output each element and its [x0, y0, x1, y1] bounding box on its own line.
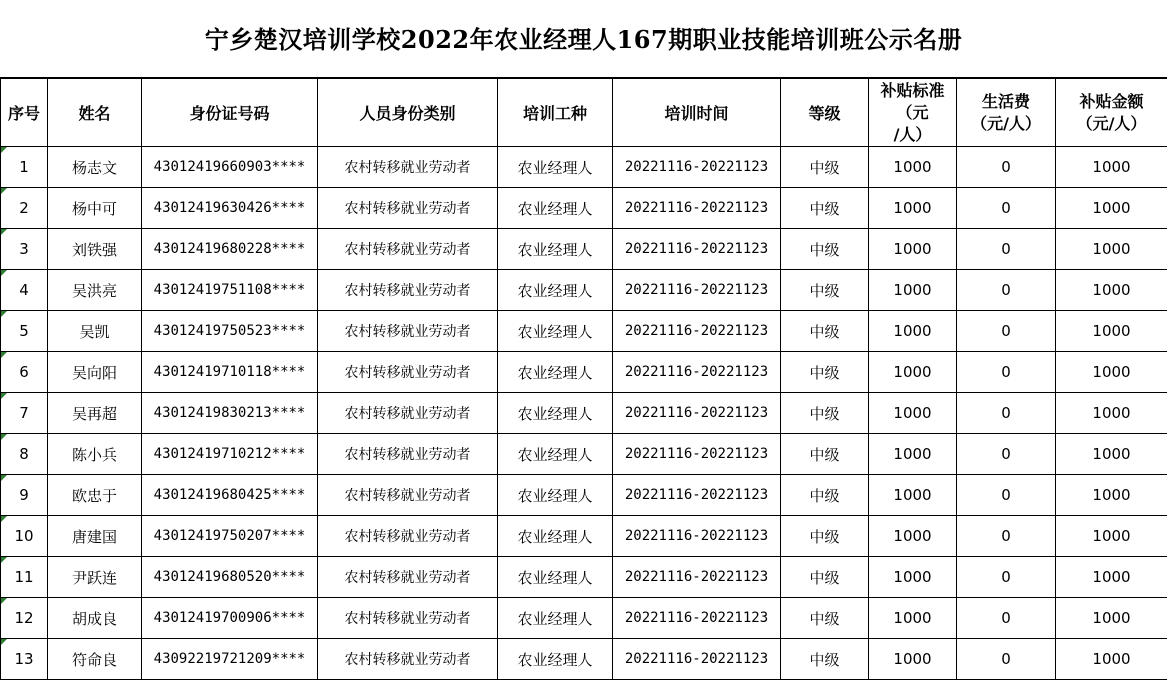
cell-trade[interactable]: 农业经理人	[498, 516, 613, 557]
cell-category[interactable]: 农村转移就业劳动者	[318, 475, 498, 516]
cell-name[interactable]: 胡成良	[48, 598, 142, 639]
cell-category[interactable]: 农村转移就业劳动者	[318, 188, 498, 229]
cell-subsidy-amount[interactable]: 1000	[1056, 475, 1167, 516]
cell-subsidy-standard[interactable]: 1000	[869, 229, 957, 270]
cell-living-expense[interactable]: 0	[957, 229, 1056, 270]
cell-subsidy-amount[interactable]: 1000	[1056, 270, 1167, 311]
cell-living-expense[interactable]: 0	[957, 393, 1056, 434]
cell-subsidy-standard[interactable]: 1000	[869, 352, 957, 393]
cell-trade[interactable]: 农业经理人	[498, 598, 613, 639]
header-living-expense-line1: 生活费	[957, 91, 1055, 113]
cell-marker-icon	[1, 516, 7, 522]
cell-level[interactable]: 中级	[781, 188, 869, 229]
cell-subsidy-standard[interactable]: 1000	[869, 475, 957, 516]
roster-table	[0, 78, 1167, 680]
cell-subsidy-standard[interactable]: 1000	[869, 516, 957, 557]
table-row	[1, 352, 1167, 393]
cell-level[interactable]: 中级	[781, 393, 869, 434]
cell-category[interactable]: 农村转移就业劳动者	[318, 598, 498, 639]
cell-seq[interactable]	[1, 557, 48, 598]
cell-name[interactable]: 唐建国	[48, 516, 142, 557]
cell-seq[interactable]	[1, 516, 48, 557]
table-row	[1, 311, 1167, 352]
cell-id[interactable]: 43012419751108****	[142, 270, 318, 311]
cell-seq[interactable]	[1, 393, 48, 434]
header-living-expense[interactable]	[957, 79, 1056, 147]
cell-category[interactable]: 农村转移就业劳动者	[318, 311, 498, 352]
cell-name[interactable]: 吴洪亮	[48, 270, 142, 311]
cell-period[interactable]: 20221116-20221123	[613, 598, 781, 639]
header-name[interactable]: 姓名	[48, 79, 142, 147]
cell-level[interactable]: 中级	[781, 311, 869, 352]
document-title: 宁乡楚汉培训学校2022年农业经理人167期职业技能培训班公示名册	[0, 0, 1167, 78]
cell-subsidy-standard[interactable]: 1000	[869, 393, 957, 434]
table-row	[1, 434, 1167, 475]
cell-subsidy-amount[interactable]: 1000	[1056, 639, 1167, 680]
cell-category[interactable]: 农村转移就业劳动者	[318, 270, 498, 311]
cell-category[interactable]: 农村转移就业劳动者	[318, 352, 498, 393]
table-row	[1, 516, 1167, 557]
header-row	[1, 79, 1167, 147]
cell-name[interactable]: 刘铁强	[48, 229, 142, 270]
cell-period[interactable]: 20221116-20221123	[613, 639, 781, 680]
cell-subsidy-amount[interactable]: 1000	[1056, 434, 1167, 475]
header-subsidy-standard-line3: /人）	[869, 124, 956, 146]
cell-seq-text: 7	[19, 404, 29, 422]
cell-subsidy-amount[interactable]: 1000	[1056, 598, 1167, 639]
cell-subsidy-standard[interactable]: 1000	[869, 147, 957, 188]
cell-seq-text: 13	[14, 650, 33, 668]
cell-level[interactable]: 中级	[781, 475, 869, 516]
cell-living-expense[interactable]: 0	[957, 516, 1056, 557]
cell-trade[interactable]: 农业经理人	[498, 311, 613, 352]
cell-category[interactable]: 农村转移就业劳动者	[318, 516, 498, 557]
cell-living-expense[interactable]: 0	[957, 188, 1056, 229]
cell-subsidy-standard[interactable]: 1000	[869, 434, 957, 475]
cell-level[interactable]: 中级	[781, 229, 869, 270]
cell-trade[interactable]: 农业经理人	[498, 434, 613, 475]
header-level[interactable]: 等级	[781, 79, 869, 147]
cell-name[interactable]: 符命良	[48, 639, 142, 680]
cell-marker-icon	[1, 270, 7, 276]
cell-trade[interactable]: 农业经理人	[498, 188, 613, 229]
cell-category[interactable]: 农村转移就业劳动者	[318, 147, 498, 188]
cell-subsidy-amount[interactable]: 1000	[1056, 352, 1167, 393]
cell-level[interactable]: 中级	[781, 434, 869, 475]
cell-period[interactable]: 20221116-20221123	[613, 147, 781, 188]
cell-living-expense[interactable]: 0	[957, 147, 1056, 188]
cell-living-expense[interactable]: 0	[957, 639, 1056, 680]
header-seq[interactable]: 序号	[1, 79, 48, 147]
cell-name[interactable]: 杨志文	[48, 147, 142, 188]
cell-subsidy-amount[interactable]: 1000	[1056, 557, 1167, 598]
cell-seq-text: 3	[19, 240, 29, 258]
cell-level[interactable]: 中级	[781, 639, 869, 680]
cell-subsidy-amount[interactable]: 1000	[1056, 229, 1167, 270]
cell-marker-icon	[1, 393, 7, 399]
cell-period[interactable]: 20221116-20221123	[613, 557, 781, 598]
cell-trade[interactable]: 农业经理人	[498, 475, 613, 516]
table-row	[1, 229, 1167, 270]
cell-marker-icon	[1, 311, 7, 317]
cell-seq[interactable]	[1, 229, 48, 270]
cell-seq-text: 5	[19, 322, 29, 340]
cell-seq-text: 2	[19, 199, 29, 217]
cell-trade[interactable]: 农业经理人	[498, 557, 613, 598]
table-row	[1, 188, 1167, 229]
cell-id[interactable]: 43012419680228****	[142, 229, 318, 270]
cell-marker-icon	[1, 639, 7, 645]
cell-trade[interactable]: 农业经理人	[498, 393, 613, 434]
header-period[interactable]: 培训时间	[613, 79, 781, 147]
cell-living-expense[interactable]: 0	[957, 475, 1056, 516]
header-category[interactable]: 人员身份类别	[318, 79, 498, 147]
cell-subsidy-amount[interactable]: 1000	[1056, 516, 1167, 557]
cell-name[interactable]: 杨中可	[48, 188, 142, 229]
cell-category[interactable]: 农村转移就业劳动者	[318, 229, 498, 270]
cell-trade[interactable]: 农业经理人	[498, 352, 613, 393]
cell-seq[interactable]	[1, 434, 48, 475]
cell-subsidy-standard[interactable]: 1000	[869, 598, 957, 639]
table-row	[1, 147, 1167, 188]
cell-trade[interactable]: 农业经理人	[498, 147, 613, 188]
cell-living-expense[interactable]: 0	[957, 434, 1056, 475]
cell-marker-icon	[1, 434, 7, 440]
cell-subsidy-standard[interactable]: 1000	[869, 270, 957, 311]
cell-name[interactable]: 吴凯	[48, 311, 142, 352]
cell-living-expense[interactable]: 0	[957, 598, 1056, 639]
cell-subsidy-amount[interactable]: 1000	[1056, 147, 1167, 188]
cell-marker-icon	[1, 352, 7, 358]
cell-subsidy-amount[interactable]: 1000	[1056, 311, 1167, 352]
table-row	[1, 598, 1167, 639]
cell-seq[interactable]	[1, 147, 48, 188]
table-row	[1, 393, 1167, 434]
cell-category[interactable]: 农村转移就业劳动者	[318, 393, 498, 434]
cell-period[interactable]: 20221116-20221123	[613, 311, 781, 352]
cell-seq-text: 9	[19, 486, 29, 504]
cell-subsidy-standard[interactable]: 1000	[869, 311, 957, 352]
cell-living-expense[interactable]: 0	[957, 557, 1056, 598]
cell-level[interactable]: 中级	[781, 147, 869, 188]
cell-trade[interactable]: 农业经理人	[498, 229, 613, 270]
cell-seq-text: 4	[19, 281, 29, 299]
cell-seq-text: 10	[14, 527, 33, 545]
header-subsidy-standard-line2: （元	[869, 102, 956, 124]
header-subsidy-standard-line1: 补贴标准	[869, 80, 956, 102]
cell-id[interactable]: 43012419830213****	[142, 393, 318, 434]
cell-living-expense[interactable]: 0	[957, 270, 1056, 311]
cell-id[interactable]: 43012419710118****	[142, 352, 318, 393]
cell-seq-text: 12	[14, 609, 33, 627]
cell-marker-icon	[1, 598, 7, 604]
table-row	[1, 639, 1167, 680]
cell-marker-icon	[1, 147, 7, 153]
cell-id[interactable]: 43012419700906****	[142, 598, 318, 639]
table-body	[1, 147, 1167, 680]
cell-period[interactable]: 20221116-20221123	[613, 270, 781, 311]
cell-trade[interactable]: 农业经理人	[498, 270, 613, 311]
cell-seq[interactable]	[1, 475, 48, 516]
cell-marker-icon	[1, 475, 7, 481]
header-id[interactable]: 身份证号码	[142, 79, 318, 147]
cell-category[interactable]: 农村转移就业劳动者	[318, 434, 498, 475]
cell-name[interactable]: 尹跃连	[48, 557, 142, 598]
cell-subsidy-standard[interactable]: 1000	[869, 188, 957, 229]
header-subsidy-amount-line1: 补贴金额	[1056, 91, 1167, 113]
cell-period[interactable]: 20221116-20221123	[613, 516, 781, 557]
cell-name[interactable]: 吴向阳	[48, 352, 142, 393]
cell-subsidy-amount[interactable]: 1000	[1056, 188, 1167, 229]
header-subsidy-standard[interactable]	[869, 79, 957, 147]
cell-subsidy-amount[interactable]: 1000	[1056, 393, 1167, 434]
cell-name[interactable]: 吴再超	[48, 393, 142, 434]
cell-seq-text: 6	[19, 363, 29, 381]
cell-seq-text: 11	[14, 568, 33, 586]
header-trade[interactable]: 培训工种	[498, 79, 613, 147]
cell-id[interactable]: 43092219721209****	[142, 639, 318, 680]
cell-name[interactable]: 欧忠于	[48, 475, 142, 516]
cell-marker-icon	[1, 229, 7, 235]
header-subsidy-amount-line2: （元/人）	[1056, 113, 1167, 135]
cell-period[interactable]: 20221116-20221123	[613, 229, 781, 270]
cell-trade[interactable]: 农业经理人	[498, 639, 613, 680]
cell-period[interactable]: 20221116-20221123	[613, 393, 781, 434]
cell-period[interactable]: 20221116-20221123	[613, 188, 781, 229]
cell-category[interactable]: 农村转移就业劳动者	[318, 639, 498, 680]
cell-seq[interactable]	[1, 352, 48, 393]
cell-id[interactable]: 43012419710212****	[142, 434, 318, 475]
cell-level[interactable]: 中级	[781, 557, 869, 598]
table-row	[1, 557, 1167, 598]
cell-period[interactable]: 20221116-20221123	[613, 434, 781, 475]
cell-seq[interactable]	[1, 639, 48, 680]
header-living-expense-line2: （元/人）	[957, 113, 1055, 135]
cell-level[interactable]: 中级	[781, 352, 869, 393]
cell-seq-text: 1	[19, 158, 29, 176]
header-subsidy-amount[interactable]	[1056, 79, 1167, 147]
cell-id[interactable]: 43012419680425****	[142, 475, 318, 516]
cell-id[interactable]: 43012419630426****	[142, 188, 318, 229]
cell-subsidy-standard[interactable]: 1000	[869, 639, 957, 680]
cell-name[interactable]: 陈小兵	[48, 434, 142, 475]
cell-seq-text: 8	[19, 445, 29, 463]
cell-seq[interactable]	[1, 270, 48, 311]
cell-period[interactable]: 20221116-20221123	[613, 475, 781, 516]
cell-marker-icon	[1, 188, 7, 194]
cell-level[interactable]: 中级	[781, 598, 869, 639]
cell-level[interactable]: 中级	[781, 270, 869, 311]
cell-id[interactable]: 43012419680520****	[142, 557, 318, 598]
cell-subsidy-standard[interactable]: 1000	[869, 557, 957, 598]
cell-seq[interactable]	[1, 311, 48, 352]
cell-period[interactable]: 20221116-20221123	[613, 352, 781, 393]
cell-id[interactable]: 43012419750523****	[142, 311, 318, 352]
table-row	[1, 475, 1167, 516]
cell-level[interactable]: 中级	[781, 516, 869, 557]
cell-id[interactable]: 43012419660903****	[142, 147, 318, 188]
cell-category[interactable]: 农村转移就业劳动者	[318, 557, 498, 598]
cell-id[interactable]: 43012419750207****	[142, 516, 318, 557]
cell-marker-icon	[1, 557, 7, 563]
table-row	[1, 270, 1167, 311]
cell-seq[interactable]	[1, 598, 48, 639]
cell-seq[interactable]	[1, 188, 48, 229]
cell-living-expense[interactable]: 0	[957, 352, 1056, 393]
cell-living-expense[interactable]: 0	[957, 311, 1056, 352]
